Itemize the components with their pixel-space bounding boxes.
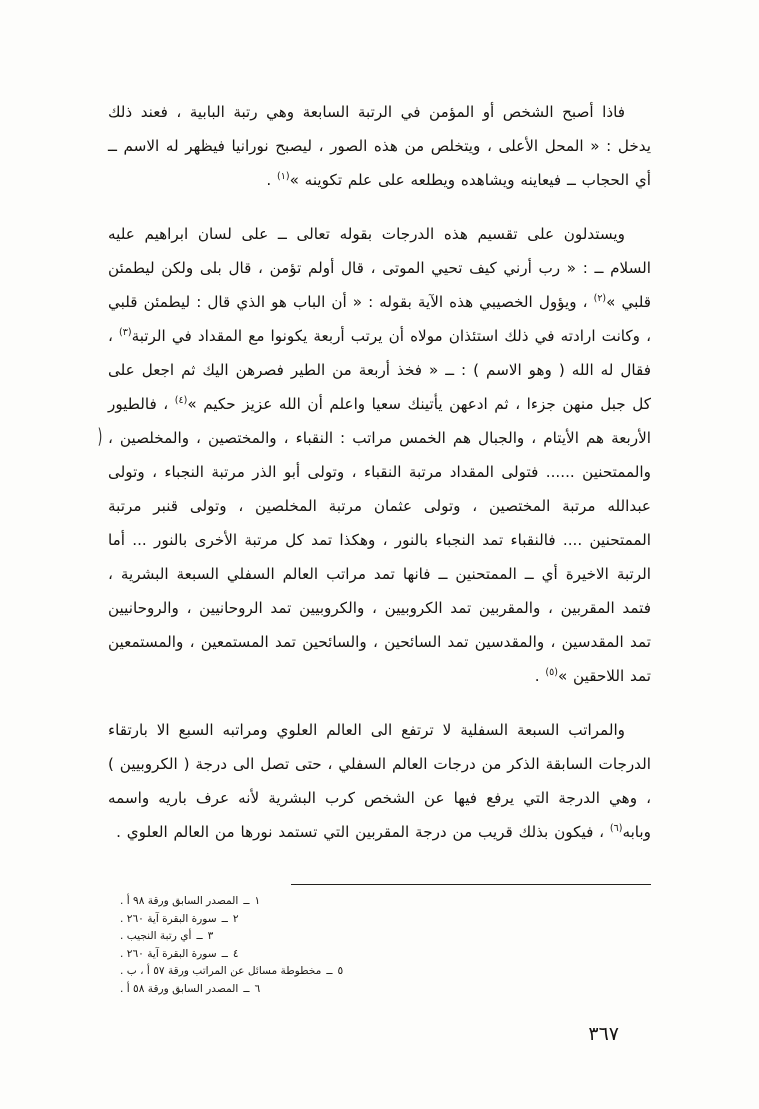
paragraph-1-text: فاذا أصبح الشخص أو المؤمن في الرتبة السابعة وهي رتبة البابية ، فعند ذلك يدخل : « المحل الأعلى ، ويتخلص من هذه الصور ، ليصبح نورانيا فيظهر له الاسم ــ أي الحجاب ــ فيعاينه ويشاهده ويطلعه على علم تكوينه » bbox=[108, 103, 651, 189]
footnote-number: ٥ bbox=[337, 965, 344, 977]
footnote-number: ٦ bbox=[254, 982, 261, 995]
footnote-item bbox=[108, 928, 651, 946]
paragraph-3-text: والمراتب السبعة السفلية لا ترتفع الى العالم العلوي ومراتبه السبع الا بارتقاء الدرجات السابقة الذكر من درجات العالم السفلي ، حتى تصل الى درجة ( الكروبيين ) ، وهي الدرجة التي يرفع فيها عن الشخص كرب البشرية لأنه عرف باريه واسمه وبابه bbox=[108, 721, 651, 841]
page-body bbox=[108, 95, 651, 849]
footnote-ref-6: (٦) bbox=[609, 822, 623, 834]
footnote-ref-5: (٥) bbox=[545, 666, 558, 678]
paragraph-2-text: ويستدلون على تقسيم هذه الدرجات بقوله تعالى ــ على لسان ابراهيم عليه السلام ــ : « رب أرني كيف تحيي الموتى ، قال أولم تؤمن ، قال بلى ولكن ليطمئن قلبي » bbox=[108, 225, 652, 311]
footnote-dash: ــ bbox=[243, 982, 250, 995]
footnote-ref-2: (٢) bbox=[593, 292, 607, 304]
footnote-item bbox=[108, 911, 651, 929]
paragraph-1-tail: . bbox=[266, 171, 278, 189]
footnote-dash: ــ bbox=[243, 895, 250, 907]
paragraph-1 bbox=[108, 95, 651, 197]
footnote-text: مخطوطة مسائل عن المراتب ورقة ٥٧ أ ، ب . bbox=[120, 965, 322, 977]
footnote-ref-3: (٣) bbox=[119, 326, 132, 338]
footnote-dash: ــ bbox=[221, 947, 228, 960]
paragraph-2 bbox=[108, 217, 651, 693]
footnote-dash: ــ bbox=[221, 912, 228, 925]
margin-mark: ( bbox=[97, 424, 103, 448]
footnote-text: المصدر السابق ورقة ٥٨ أ . bbox=[120, 982, 239, 995]
paragraph-3 bbox=[108, 713, 651, 849]
footnote-number: ٤ bbox=[232, 947, 239, 960]
paragraph-3-tail: ، فيكون بذلك قريب من درجة المقربين التي تستمد نورها من العالم العلوي . bbox=[116, 823, 610, 841]
paragraph-2-text4: ، فالطيور الأربعة هم الأيتام ، والجبال هم الخمس مراتب : النقباء ، والمختصين ، والمخلصين ، والممتحنين ...... فتولى المقداد مرتبة النقباء ، وتولى أبو الذر مرتبة النجباء ، وتولى عبدالله مرتبة المختصين ، وتولى عثمان مرتبة المخلصين ، وتولى قنبر مرتبة الممتحنين .... فالنقباء تمد النجباء بالنور ، وهكذا تمد كل مرتبة الأخرى بالنور ... أما الرتبة الاخيرة أي ــ الممتحنين ــ فانها تمد مراتب العالم السفلي السبعة البشرية ، فتمد المقربين ، والمقربين تمد الكروبيين ، والكروبيين تمد الروحانيين ، والروحانيين تمد المقدسين ، والمقدسين تمد السائحين ، والسائحين تمد المستمعين ، والمستمعين تمد اللاحقين » bbox=[108, 395, 651, 685]
footnote-text: المصدر السابق ورقة ٩٨ أ . bbox=[120, 895, 239, 907]
footnote-dash: ــ bbox=[326, 965, 333, 977]
footnote-ref-1: (١) bbox=[277, 170, 290, 182]
footnote-list bbox=[108, 893, 651, 998]
paragraph-2-text2: ، ويؤول الخصيبي هذه الآية بقوله : « أن الباب هو الذي قال : ليطمئن قلبي ، وكانت ارادته في ذلك استئذان مولاه أن يرتب أربعة يكونوا مع المقداد في الرتبة bbox=[108, 293, 651, 345]
footnote-dash: ــ bbox=[196, 930, 203, 942]
footnote-ref-4: (٤) bbox=[174, 394, 188, 406]
footnote-number: ٢ bbox=[232, 912, 239, 925]
footnote-text: أي رتبة النجيب . bbox=[120, 930, 192, 942]
footnote-text: سورة البقرة آية ٢٦٠ . bbox=[120, 912, 217, 925]
footnote-item bbox=[108, 981, 651, 999]
paragraph-2-tail: . bbox=[534, 667, 546, 685]
page-number: ٣٦٧ bbox=[588, 1023, 619, 1045]
footnote-item bbox=[108, 946, 651, 964]
footnotes-section bbox=[108, 884, 651, 998]
footnote-item bbox=[108, 963, 651, 981]
footnote-separator-rule bbox=[291, 884, 651, 885]
footnote-text: سورة البقرة آية ٢٦٠ . bbox=[120, 947, 217, 960]
footnote-item bbox=[108, 893, 651, 911]
footnote-number: ١ bbox=[254, 895, 261, 907]
paragraph-2-text3: ، فقال له الله ( وهو الاسم ) : ــ « فخذ أربعة من الطير فصرهن اليك ثم اجعل على كل جبل منهن جزءا ، ثم ادعهن يأتينك سعيا واعلم أن الله عزيز حكيم » bbox=[108, 327, 651, 413]
footnote-number: ٣ bbox=[207, 930, 214, 942]
